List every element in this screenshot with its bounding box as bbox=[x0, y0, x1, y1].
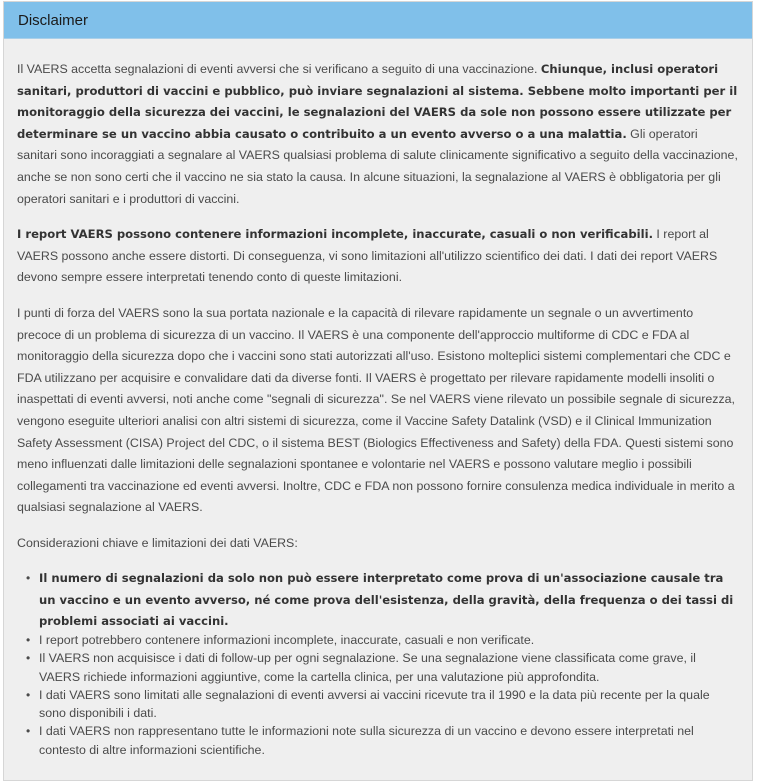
list-item: • I dati VAERS non rappresentano tutte le informazioni note sulla sicurezza di un vaccino e devono essere interpretati nel contesto di altre informazioni scientifiche. bbox=[39, 722, 738, 759]
paragraph-key-considerations-intro: Considerazioni chiave e limitazioni dei dati VAERS: bbox=[17, 535, 298, 550]
disclaimer-panel bbox=[3, 1, 753, 781]
paragraph-text: Il VAERS accetta segnalazioni di eventi avversi che si verificano a seguito di una vaccinazione. bbox=[17, 62, 541, 76]
paragraph-text: Gli operatori sanitari sono incoraggiati a segnalare al VAERS qualsiasi problema di salute clinicamente significativo a seguito della vaccinazione, anche se non sono certi che il vaccino ne sia stato la causa. In alcune situazioni, la segnalazione al VAERS è obbligatoria per gli operatori sanitari e i produttori di vaccini. bbox=[17, 126, 738, 206]
list-item bbox=[39, 568, 738, 633]
paragraph-reporting bbox=[17, 59, 738, 210]
panel-header bbox=[4, 2, 752, 39]
paragraph-text: I report al VAERS possono anche essere distorti. Di conseguenza, vi sono limitazioni all'utilizzo scientifico dei dati. I dati dei report VAERS devono sempre essere interpretati tenendo conto di queste limitazioni. bbox=[17, 227, 718, 285]
paragraph-strengths: I punti di forza del VAERS sono la sua portata nazionale e la capacità di rilevare rapidamente un segnale o un avvertimento precoce di un problema di sicurezza di un vaccino. Il VAERS è una componente dell'approccio multiforme di CDC e FDA al monitoraggio della sicurezza dopo che i vaccini sono stati autorizzati all'uso. Esistono molteplici sistemi complementari che CDC e FDA utilizzano per acquisire e convalidare dati da diverse fonti. Il VAERS è progettato per rilevare rapidamente modelli insoliti o inaspettati di eventi avversi, noti anche come "segnali di sicurezza". Se nel VAERS viene rilevato un possibile segnale di sicurezza, vengono eseguite ulteriori analisi con altri sistemi di sicurezza, come il Vaccine Safety Datalink (VSD) e il Clinical Immunization Safety Assessment (CISA) Project del CDC, o il sistema BEST (Biologics Effectiveness and Safety) della FDA. Questi sistemi sono meno influenzati dalle limitazioni delle segnalazioni spontanee e volontarie nel VAERS e possono valutare meglio i possibili collegamenti tra vaccinazione ed eventi avversi. Inoltre, CDC e FDA non possono fornire consulenza medica individuale in merito a qualsiasi segnalazione al VAERS. bbox=[17, 305, 735, 515]
key-considerations-list bbox=[17, 568, 738, 759]
paragraph-bold-text: I report VAERS possono contenere informazioni incomplete, inaccurate, casuali o non verificabili. bbox=[17, 227, 653, 242]
list-item: • I dati VAERS sono limitati alle segnalazioni di eventi avversi ai vaccini ricevute tra il 1990 e la data più recente per la quale sono disponibili i dati. bbox=[39, 686, 738, 723]
panel-body bbox=[4, 39, 752, 759]
paragraph-bold-text: Chiunque, inclusi operatori sanitari, produttori di vaccini e pubblico, può inviare segnalazioni al sistema. Sebbene molto importanti per il monitoraggio della sicurezza dei vaccini, le segnalazioni del VAERS da sole non possono essere utilizzate per determinare se un vaccino abbia causato o contribuito a un evento avverso o a una malattia. bbox=[17, 62, 738, 141]
list-item: • Il VAERS non acquisisce i dati di follow-up per ogni segnalazione. Se una segnalazione viene classificata come grave, il VAERS richiede informazioni aggiuntive, come la cartella clinica, per una valutazione più approfondita. bbox=[39, 649, 738, 686]
list-item: • I report potrebbero contenere informazioni incomplete, inaccurate, casuali e non verificate. bbox=[39, 631, 738, 649]
list-item-text: Il numero di segnalazioni da solo non può essere interpretato come prova di un'associazione causale tra un vaccino e un evento avverso, né come prova dell'esistenza, della gravità, della frequenza o dei tassi di problemi associati ai vaccini. bbox=[39, 571, 734, 629]
panel-title: Disclaimer bbox=[18, 12, 89, 29]
paragraph-limitations bbox=[17, 224, 738, 289]
